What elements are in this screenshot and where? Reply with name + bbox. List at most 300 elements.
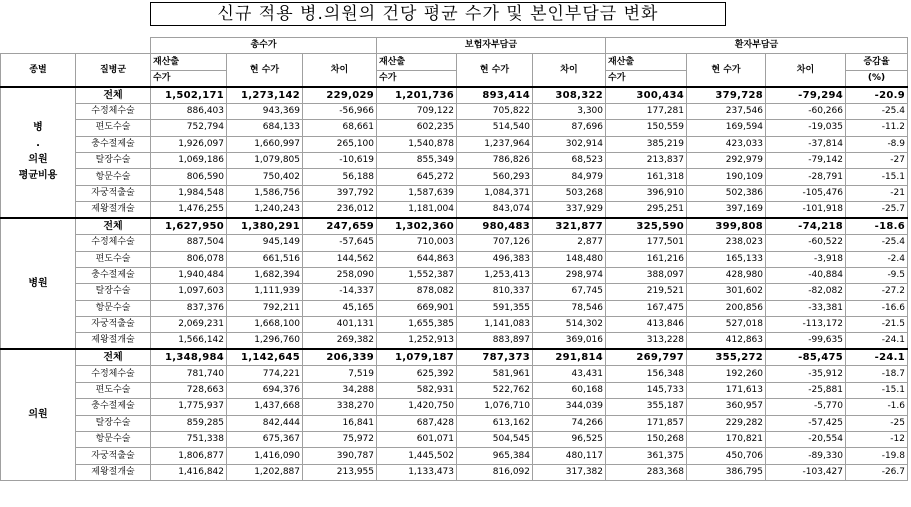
value-cell: 707,126: [457, 235, 533, 251]
value-cell: -19.8: [846, 448, 908, 464]
disease-name: 전체: [76, 87, 151, 104]
value-cell: 308,322: [533, 87, 606, 104]
value-cell: -25.7: [846, 202, 908, 219]
value-cell: 710,003: [377, 235, 457, 251]
value-cell: 302,914: [533, 136, 606, 152]
table-row: [1, 300, 908, 316]
value-cell: 265,100: [303, 136, 377, 152]
value-cell: 213,837: [606, 152, 687, 168]
value-cell: 1,437,668: [227, 399, 303, 415]
disease-name: 항문수술: [76, 169, 151, 185]
value-cell: -37,814: [766, 136, 846, 152]
table-row: [1, 251, 908, 267]
value-cell: -21: [846, 185, 908, 201]
value-cell: 68,661: [303, 120, 377, 136]
value-cell: 1,142,645: [227, 349, 303, 366]
value-cell: -16.6: [846, 300, 908, 316]
value-cell: 167,475: [606, 300, 687, 316]
value-cell: 1,348,984: [151, 349, 227, 366]
value-cell: 806,078: [151, 251, 227, 267]
value-cell: 397,792: [303, 185, 377, 201]
value-cell: 355,272: [687, 349, 766, 366]
value-cell: -1.6: [846, 399, 908, 415]
value-cell: 625,392: [377, 366, 457, 382]
header-diff: 차이: [766, 54, 846, 87]
section-label-line: .: [36, 138, 40, 150]
value-cell: 213,955: [303, 464, 377, 480]
disease-name: 수정체수술: [76, 366, 151, 382]
value-cell: 295,251: [606, 202, 687, 219]
section-label-line: 병: [33, 122, 43, 134]
value-cell: 1,302,360: [377, 218, 457, 235]
value-cell: 43,431: [533, 366, 606, 382]
value-cell: 945,149: [227, 235, 303, 251]
value-cell: 980,483: [457, 218, 533, 235]
value-cell: 390,787: [303, 448, 377, 464]
value-cell: -79,142: [766, 152, 846, 168]
value-cell: -12: [846, 432, 908, 448]
value-cell: 45,165: [303, 300, 377, 316]
value-cell: -74,218: [766, 218, 846, 235]
table-row: [1, 366, 908, 382]
disease-name: 충수절제술: [76, 267, 151, 283]
value-cell: -21.5: [846, 317, 908, 333]
value-cell: 238,023: [687, 235, 766, 251]
disease-name: 항문수술: [76, 432, 151, 448]
disease-name: 전체: [76, 218, 151, 235]
value-cell: 337,929: [533, 202, 606, 219]
value-cell: 161,216: [606, 251, 687, 267]
value-cell: 787,373: [457, 349, 533, 366]
value-cell: 1,181,004: [377, 202, 457, 219]
value-cell: 842,444: [227, 415, 303, 431]
header-current: 현 수가: [457, 54, 533, 87]
value-cell: 396,910: [606, 185, 687, 201]
value-cell: 74,266: [533, 415, 606, 431]
table-row: [1, 317, 908, 333]
value-cell: 369,016: [533, 333, 606, 350]
value-cell: 1,079,805: [227, 152, 303, 168]
value-cell: 480,117: [533, 448, 606, 464]
value-cell: 527,018: [687, 317, 766, 333]
disease-name: 자궁적출술: [76, 185, 151, 201]
value-cell: 1,566,142: [151, 333, 227, 350]
value-cell: -26.7: [846, 464, 908, 480]
value-cell: 1,540,878: [377, 136, 457, 152]
value-cell: -40,884: [766, 267, 846, 283]
table-row: [1, 169, 908, 185]
value-cell: 1,445,502: [377, 448, 457, 464]
value-cell: 1,668,100: [227, 317, 303, 333]
value-cell: 581,961: [457, 366, 533, 382]
value-cell: 67,745: [533, 284, 606, 300]
value-cell: 893,414: [457, 87, 533, 104]
value-cell: 60,168: [533, 382, 606, 398]
value-cell: -14,337: [303, 284, 377, 300]
value-cell: 1,655,385: [377, 317, 457, 333]
value-cell: -20.9: [846, 87, 908, 104]
header-spacer: [1, 38, 76, 54]
value-cell: -57,645: [303, 235, 377, 251]
value-cell: 386,795: [687, 464, 766, 480]
table-row: [1, 284, 908, 300]
value-cell: 792,211: [227, 300, 303, 316]
value-cell: -9.5: [846, 267, 908, 283]
value-cell: -18.6: [846, 218, 908, 235]
value-cell: 413,846: [606, 317, 687, 333]
value-cell: 3,300: [533, 103, 606, 119]
value-cell: 644,863: [377, 251, 457, 267]
value-cell: 56,188: [303, 169, 377, 185]
disease-name: 탈장수술: [76, 152, 151, 168]
sheet-title: 신규 적용 병.의원의 건당 평균 수가 및 본인부담금 변화: [150, 2, 726, 26]
value-cell: 206,339: [303, 349, 377, 366]
value-cell: 1,252,913: [377, 333, 457, 350]
value-cell: -25: [846, 415, 908, 431]
value-cell: -20,554: [766, 432, 846, 448]
value-cell: 1,069,186: [151, 152, 227, 168]
disease-name: 제왕절개술: [76, 333, 151, 350]
value-cell: -27.2: [846, 284, 908, 300]
value-cell: 810,337: [457, 284, 533, 300]
value-cell: 150,268: [606, 432, 687, 448]
value-cell: 601,071: [377, 432, 457, 448]
value-cell: -25.4: [846, 235, 908, 251]
section-label-line: 평균비용: [18, 170, 58, 182]
value-cell: 1,587,639: [377, 185, 457, 201]
value-cell: -11.2: [846, 120, 908, 136]
value-cell: 236,012: [303, 202, 377, 219]
header-recalc: 재산출: [151, 54, 227, 70]
header-fee: 수가: [606, 70, 687, 87]
value-cell: 816,092: [457, 464, 533, 480]
value-cell: 388,097: [606, 267, 687, 283]
value-cell: 237,546: [687, 103, 766, 119]
value-cell: 291,814: [533, 349, 606, 366]
table-row: [1, 152, 908, 168]
table-row: [1, 103, 908, 119]
value-cell: 514,302: [533, 317, 606, 333]
value-cell: 591,355: [457, 300, 533, 316]
value-cell: 385,219: [606, 136, 687, 152]
table-row: [1, 448, 908, 464]
value-cell: 450,706: [687, 448, 766, 464]
header-current: 현 수가: [687, 54, 766, 87]
header-recalc: 재산출: [606, 54, 687, 70]
value-cell: 859,285: [151, 415, 227, 431]
header-rate: 증감율: [846, 54, 908, 70]
value-cell: 219,521: [606, 284, 687, 300]
value-cell: 321,877: [533, 218, 606, 235]
value-cell: 750,402: [227, 169, 303, 185]
disease-name: 탈장수술: [76, 415, 151, 431]
value-cell: 1,926,097: [151, 136, 227, 152]
disease-name: 제왕절개술: [76, 202, 151, 219]
value-cell: -60,266: [766, 103, 846, 119]
value-cell: 582,931: [377, 382, 457, 398]
value-cell: 1,775,937: [151, 399, 227, 415]
value-cell: 301,602: [687, 284, 766, 300]
value-cell: -35,912: [766, 366, 846, 382]
disease-name: 편도수술: [76, 382, 151, 398]
value-cell: -105,476: [766, 185, 846, 201]
value-cell: -56,966: [303, 103, 377, 119]
value-cell: 943,369: [227, 103, 303, 119]
value-cell: 514,540: [457, 120, 533, 136]
value-cell: 687,428: [377, 415, 457, 431]
value-cell: -33,381: [766, 300, 846, 316]
value-cell: 502,386: [687, 185, 766, 201]
section-label-line: 의원: [28, 409, 48, 421]
value-cell: 1,627,950: [151, 218, 227, 235]
value-cell: -18.7: [846, 366, 908, 382]
header-type: 종별: [1, 54, 76, 87]
value-cell: -103,427: [766, 464, 846, 480]
value-cell: 229,282: [687, 415, 766, 431]
value-cell: 1,237,964: [457, 136, 533, 152]
value-cell: 645,272: [377, 169, 457, 185]
value-cell: 258,090: [303, 267, 377, 283]
value-cell: 161,318: [606, 169, 687, 185]
table-row: [1, 235, 908, 251]
value-cell: -19,035: [766, 120, 846, 136]
value-cell: -8.9: [846, 136, 908, 152]
value-cell: 837,376: [151, 300, 227, 316]
disease-name: 편도수술: [76, 120, 151, 136]
value-cell: -10,619: [303, 152, 377, 168]
value-cell: 16,841: [303, 415, 377, 431]
value-cell: 412,863: [687, 333, 766, 350]
value-cell: 150,559: [606, 120, 687, 136]
value-cell: 503,268: [533, 185, 606, 201]
value-cell: 705,822: [457, 103, 533, 119]
header-rate-unit: (%): [846, 70, 908, 87]
value-cell: 1,940,484: [151, 267, 227, 283]
value-cell: 1,240,243: [227, 202, 303, 219]
value-cell: -25.4: [846, 103, 908, 119]
table-row: [1, 432, 908, 448]
value-cell: 522,762: [457, 382, 533, 398]
table-row: [1, 333, 908, 350]
value-cell: 669,901: [377, 300, 457, 316]
value-cell: 401,131: [303, 317, 377, 333]
value-cell: 171,613: [687, 382, 766, 398]
value-cell: -3,918: [766, 251, 846, 267]
value-cell: -5,770: [766, 399, 846, 415]
value-cell: 34,288: [303, 382, 377, 398]
value-cell: 1,202,887: [227, 464, 303, 480]
value-cell: 878,082: [377, 284, 457, 300]
disease-name: 수정체수술: [76, 235, 151, 251]
header-insurer: 보험자부담금: [377, 38, 606, 54]
disease-name: 수정체수술: [76, 103, 151, 119]
value-cell: 1,420,750: [377, 399, 457, 415]
value-cell: 496,383: [457, 251, 533, 267]
value-cell: 709,122: [377, 103, 457, 119]
value-cell: -99,635: [766, 333, 846, 350]
value-cell: 1,084,371: [457, 185, 533, 201]
value-cell: 399,808: [687, 218, 766, 235]
value-cell: -28,791: [766, 169, 846, 185]
value-cell: -113,172: [766, 317, 846, 333]
value-cell: 170,821: [687, 432, 766, 448]
value-cell: 1,079,187: [377, 349, 457, 366]
value-cell: 190,109: [687, 169, 766, 185]
value-cell: -24.1: [846, 333, 908, 350]
table-row: [1, 415, 908, 431]
value-cell: 423,033: [687, 136, 766, 152]
value-cell: 75,972: [303, 432, 377, 448]
value-cell: 1,380,291: [227, 218, 303, 235]
value-cell: 300,434: [606, 87, 687, 104]
value-cell: 1,586,756: [227, 185, 303, 201]
value-cell: 292,979: [687, 152, 766, 168]
value-cell: 269,382: [303, 333, 377, 350]
value-cell: 560,293: [457, 169, 533, 185]
header-diff: 차이: [303, 54, 377, 87]
value-cell: 269,797: [606, 349, 687, 366]
header-row-2: [1, 54, 908, 70]
table-row: [1, 399, 908, 415]
value-cell: 165,133: [687, 251, 766, 267]
header-fee: 수가: [151, 70, 227, 87]
header-current: 현 수가: [227, 54, 303, 87]
header-recalc: 재산출: [377, 54, 457, 70]
value-cell: 1,552,387: [377, 267, 457, 283]
disease-name: 항문수술: [76, 300, 151, 316]
value-cell: -79,294: [766, 87, 846, 104]
value-cell: 1,133,473: [377, 464, 457, 480]
value-cell: 397,169: [687, 202, 766, 219]
table-row: [1, 185, 908, 201]
value-cell: 965,384: [457, 448, 533, 464]
value-cell: 806,590: [151, 169, 227, 185]
value-cell: 694,376: [227, 382, 303, 398]
header-disease: 질병군: [76, 54, 151, 87]
value-cell: 675,367: [227, 432, 303, 448]
value-cell: 355,187: [606, 399, 687, 415]
disease-name: 탈장수술: [76, 284, 151, 300]
value-cell: 887,504: [151, 235, 227, 251]
value-cell: 145,733: [606, 382, 687, 398]
section-label: [1, 87, 76, 218]
disease-name: 자궁적출술: [76, 317, 151, 333]
value-cell: 1,097,603: [151, 284, 227, 300]
value-cell: 1,141,083: [457, 317, 533, 333]
table-row: [1, 202, 908, 219]
value-cell: 177,501: [606, 235, 687, 251]
table-row: [1, 267, 908, 283]
value-cell: 87,696: [533, 120, 606, 136]
value-cell: 192,260: [687, 366, 766, 382]
value-cell: 883,897: [457, 333, 533, 350]
table-row: [1, 382, 908, 398]
value-cell: 1,806,877: [151, 448, 227, 464]
value-cell: -60,522: [766, 235, 846, 251]
value-cell: -15.1: [846, 382, 908, 398]
value-cell: 379,728: [687, 87, 766, 104]
value-cell: 169,594: [687, 120, 766, 136]
value-cell: 2,877: [533, 235, 606, 251]
disease-name: 자궁적출술: [76, 448, 151, 464]
value-cell: 7,519: [303, 366, 377, 382]
value-cell: 317,382: [533, 464, 606, 480]
title-band: [0, 0, 911, 30]
value-cell: 752,794: [151, 120, 227, 136]
section-label-line: 병원: [28, 277, 48, 289]
value-cell: 148,480: [533, 251, 606, 267]
value-cell: 360,957: [687, 399, 766, 415]
header-spacer: [76, 38, 151, 54]
value-cell: 886,403: [151, 103, 227, 119]
value-cell: -57,425: [766, 415, 846, 431]
disease-name: 충수절제술: [76, 136, 151, 152]
table-row-total: [1, 87, 908, 104]
table-row-total: [1, 218, 908, 235]
value-cell: 283,368: [606, 464, 687, 480]
value-cell: 313,228: [606, 333, 687, 350]
table-row: [1, 464, 908, 480]
value-cell: 602,235: [377, 120, 457, 136]
value-cell: 68,523: [533, 152, 606, 168]
value-cell: 298,974: [533, 267, 606, 283]
value-cell: -101,918: [766, 202, 846, 219]
table-row-total: [1, 349, 908, 366]
value-cell: -27: [846, 152, 908, 168]
value-cell: 428,980: [687, 267, 766, 283]
value-cell: 781,740: [151, 366, 227, 382]
value-cell: 361,375: [606, 448, 687, 464]
table-row: [1, 120, 908, 136]
value-cell: 156,348: [606, 366, 687, 382]
value-cell: 1,253,413: [457, 267, 533, 283]
value-cell: 1,416,842: [151, 464, 227, 480]
table-row: [1, 136, 908, 152]
section-label: [1, 349, 76, 480]
header-diff: 차이: [533, 54, 606, 87]
fee-table: [0, 37, 908, 481]
value-cell: 338,270: [303, 399, 377, 415]
value-cell: 1,502,171: [151, 87, 227, 104]
value-cell: -15.1: [846, 169, 908, 185]
header-fee: 수가: [377, 70, 457, 87]
value-cell: 751,338: [151, 432, 227, 448]
value-cell: 78,546: [533, 300, 606, 316]
header-row-1: [1, 38, 908, 54]
value-cell: -2.4: [846, 251, 908, 267]
value-cell: 1,660,997: [227, 136, 303, 152]
disease-name: 제왕절개술: [76, 464, 151, 480]
value-cell: 786,826: [457, 152, 533, 168]
value-cell: 1,273,142: [227, 87, 303, 104]
value-cell: 728,663: [151, 382, 227, 398]
value-cell: 1,682,394: [227, 267, 303, 283]
value-cell: 96,525: [533, 432, 606, 448]
value-cell: 504,545: [457, 432, 533, 448]
value-cell: 1,296,760: [227, 333, 303, 350]
value-cell: 1,201,736: [377, 87, 457, 104]
value-cell: 171,857: [606, 415, 687, 431]
disease-name: 전체: [76, 349, 151, 366]
value-cell: 661,516: [227, 251, 303, 267]
value-cell: 1,984,548: [151, 185, 227, 201]
value-cell: 247,659: [303, 218, 377, 235]
value-cell: 1,476,255: [151, 202, 227, 219]
value-cell: -24.1: [846, 349, 908, 366]
header-patient: 환자부담금: [606, 38, 908, 54]
value-cell: 200,856: [687, 300, 766, 316]
value-cell: 684,133: [227, 120, 303, 136]
